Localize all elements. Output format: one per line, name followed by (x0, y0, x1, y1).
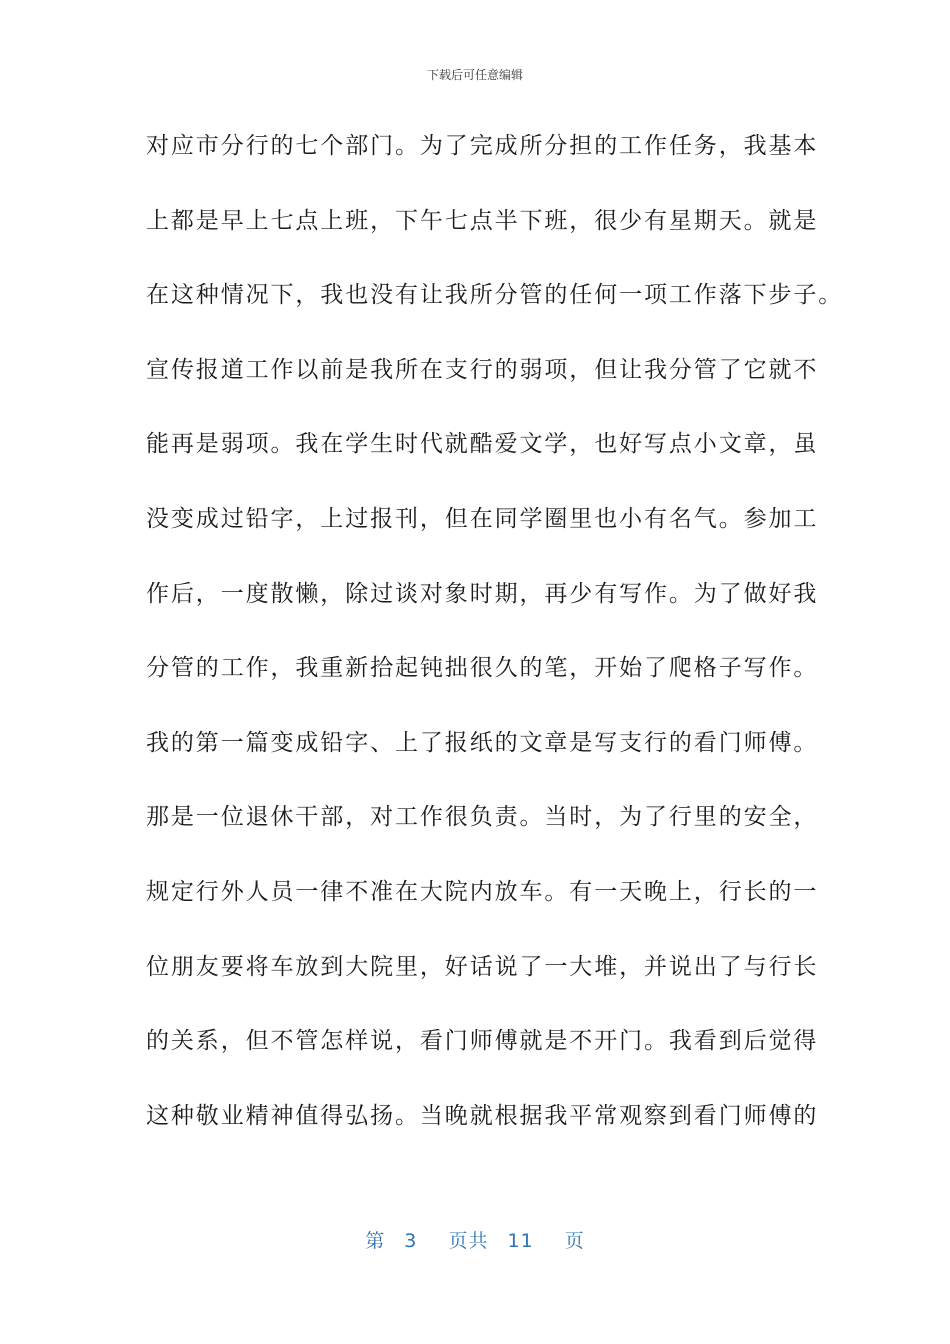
total-pages-number: 11 (507, 1230, 534, 1252)
footer-suffix: 页 (564, 1230, 585, 1252)
body-line: 宣传报道工作以前是我所在支行的弱项，但让我分管了它就不 (146, 356, 819, 383)
page-footer (0, 1226, 950, 1253)
body-line: 那是一位退休干部，对工作很负责。当时，为了行里的安全， (146, 804, 819, 831)
body-line: 作后，一度散懒，除过谈对象时期，再少有写作。为了做好我 (146, 580, 819, 607)
body-line: 上都是早上七点上班，下午七点半下班，很少有星期天。就是 (146, 207, 819, 234)
body-line: 没变成过铅字，上过报刊，但在同学圈里也小有名气。参加工 (146, 505, 819, 532)
body-line: 我的第一篇变成铅字、上了报纸的文章是写支行的看门师傅。 (146, 729, 819, 756)
footer-prefix: 第 (365, 1230, 386, 1252)
body-line: 对应市分行的七个部门。为了完成所分担的工作任务，我基本 (146, 133, 819, 159)
body-line: 分管的工作，我重新拾起钝拙很久的笔，开始了爬格子写作。 (146, 655, 819, 682)
current-page-number: 3 (404, 1230, 418, 1252)
header-note: 下载后可任意编辑 (426, 68, 523, 82)
body-line: 位朋友要将车放到大院里，好话说了一大堆，并说出了与行长 (146, 953, 819, 980)
body-line: 能再是弱项。我在学生时代就酷爱文学，也好写点小文章，虽 (146, 431, 819, 458)
body-line: 规定行外人员一律不准在大院内放车。有一天晚上，行长的一 (146, 878, 819, 905)
document-body (146, 128, 844, 1172)
body-line: 在这种情况下，我也没有让我所分管的任何一项工作落下步子。 (146, 282, 844, 309)
footer-middle: 页共 (448, 1230, 489, 1252)
body-line: 的关系，但不管怎样说，看门师傅就是不开门。我看到后觉得 (146, 1028, 819, 1055)
body-line: 这种敬业精神值得弘扬。当晚就根据我平常观察到看门师傅的 (146, 1102, 819, 1129)
